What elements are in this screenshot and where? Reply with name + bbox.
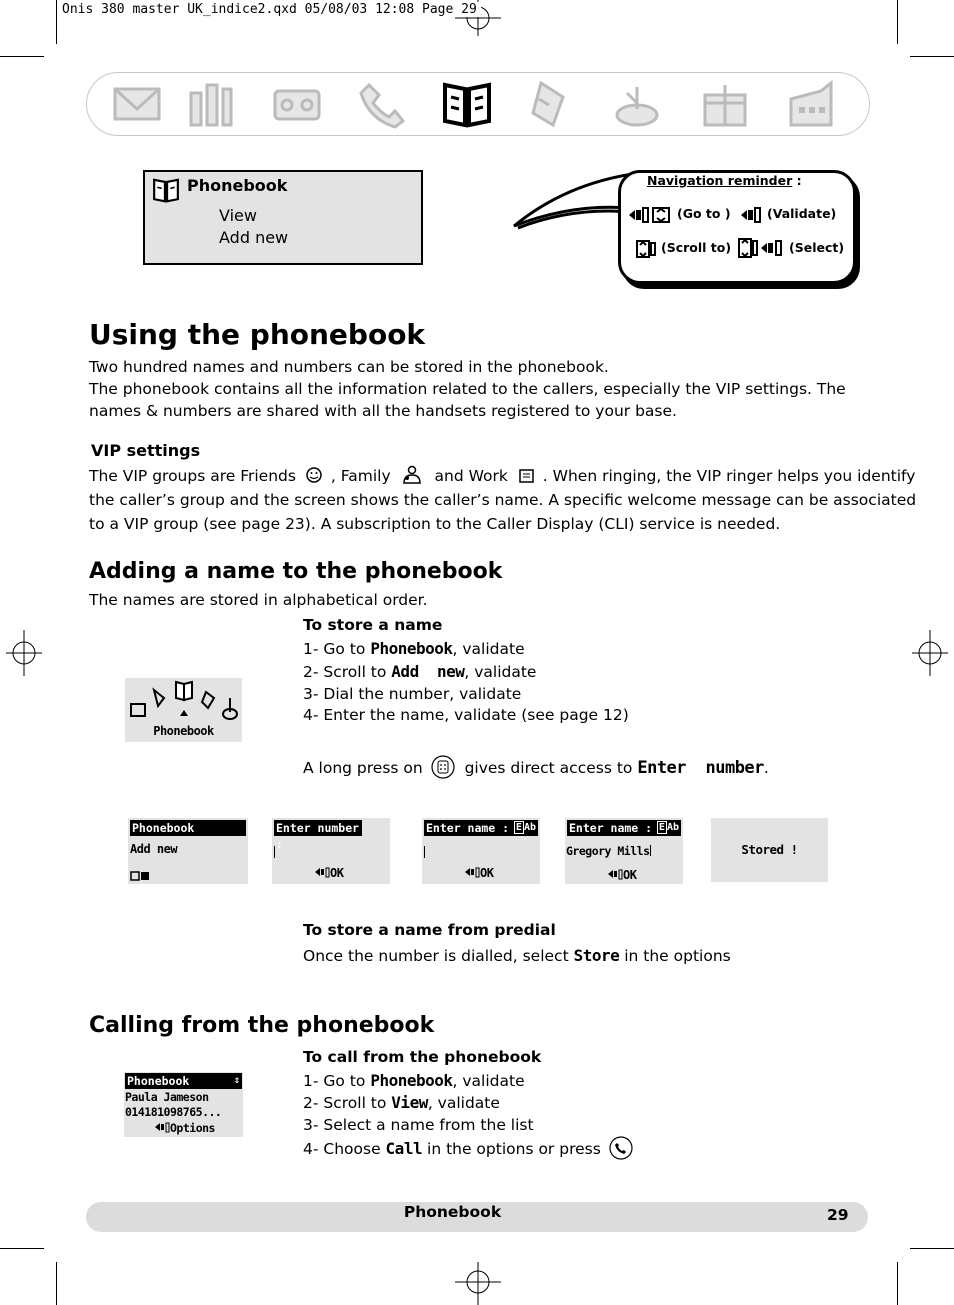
scroll-arrows-icon [130,871,152,881]
scroll-arrows-icon: ⇕ [233,1075,240,1086]
carousel-icons [128,680,240,722]
contact-number: 014181098765... [125,1105,222,1119]
input-mode-ab: Ab [666,822,679,833]
input-mode: E Ab [515,822,536,833]
input-mode-ab: Ab [523,822,536,833]
call-step-3: 3- Select a name from the list [303,1116,534,1134]
nav-select: (Select) [789,240,845,255]
nav-scroll-to: (Scroll to) [661,240,732,255]
vip-line3: to a VIP group (see page 23). A subscription to the Caller Display (CLI) service is needed. [89,515,781,533]
base-icon[interactable] [785,79,837,129]
scroll-key-icon [635,239,657,259]
crop-mark [56,1262,57,1305]
section-title-using: Using the phonebook [89,318,426,351]
step2-validate: , validate [464,663,537,681]
work-icon [517,467,539,485]
section1-para1: Two hundred names and numbers can be stored in the phonebook. [89,358,609,376]
screen-softkey [607,868,636,882]
screen-enter-number [272,818,390,884]
navigation-reminder [618,170,856,284]
screen-bar-title: Enter name : [569,821,653,835]
step1-validate: , validate [452,640,525,658]
phonebook-icon[interactable] [441,79,493,129]
registration-target-left [6,630,42,676]
menu-item-add-new[interactable]: Add new [219,228,289,247]
contact-name: Paula Jameson [125,1090,209,1104]
input-mode: E Ab [658,822,679,833]
screen-bar: Phonebook [130,820,246,836]
menu-title: Phonebook [187,176,288,195]
predial-text [303,945,731,967]
call-step1-text: 1- Go to [303,1072,366,1090]
vip-line1-d: . When ringing, the VIP ringer helps you identify [542,467,916,485]
step1-menu-phonebook: Phonebook [370,639,453,658]
section1-para2: The phonebook contains all the information related to the callers, especially the VIP settings. The names & numbers are shared with all the handsets registered to your base. [89,380,846,420]
screen-bar [125,1073,242,1089]
store-step-1 [303,638,525,660]
print-header: Onis 380 master UK_indice2.qxd 05/08/03 12:08 Page 29 [62,2,481,17]
nav-validate: (Validate) [767,206,837,221]
text-cursor [424,846,425,858]
talk-key-icon [609,1136,635,1160]
menu-item-view[interactable]: View [219,206,257,225]
registration-target-bottom [455,1262,501,1305]
call-title: To call from the phonebook [303,1048,542,1066]
screen-enter-name-empty [422,818,540,884]
vip-line1-a: The VIP groups are Friends [89,467,296,485]
call-step1-validate: , validate [452,1072,525,1090]
call-step-4 [303,1136,635,1160]
ok-key-icon [464,866,480,878]
options-key-icon [154,1121,170,1133]
handset-icon[interactable] [355,79,407,129]
call-step4-menu-call: Call [385,1139,423,1158]
call-log-icon[interactable] [523,79,575,129]
section-title-adding: Adding a name to the phonebook [89,559,503,584]
nav-reminder-title: Navigation reminder [647,173,793,188]
entered-name: Gregory Mills [566,844,650,858]
crop-mark [897,1262,898,1305]
answering-machine-icon[interactable] [271,79,323,129]
select-key-icon [737,237,787,259]
long-press-line [303,755,769,779]
softkey-options: Options [170,1121,215,1135]
call-step4-text: 4- Choose [303,1140,381,1158]
crop-mark [0,56,44,57]
vip-line1-c: and Work [434,467,508,485]
call-step-2 [303,1092,500,1114]
screen-stored [711,818,828,882]
registration-target-right [912,630,948,676]
vip-line1 [89,465,916,487]
screen-bar [567,820,681,836]
menu-tab-bar [86,72,870,136]
alarm-icon[interactable] [611,79,663,129]
vip-line2: the caller’s group and the screen shows the caller’s name. A specific welcome message can be associated [89,491,917,509]
phonebook-menu-box [143,170,423,265]
screen-bar [424,820,538,836]
crop-mark [910,1248,954,1249]
vip-line1-b: , Family [330,467,391,485]
validate-key-icon [739,205,765,225]
screen-bar-title: Phonebook [127,1074,190,1088]
screen-softkey [464,866,493,880]
call-step2-validate: , validate [427,1094,500,1112]
right-key-icon [627,205,671,225]
section2-subtitle: The names are stored in alphabetical order. [89,591,428,609]
nav-reminder-colon: : [796,173,802,188]
vip-title: VIP settings [91,441,201,460]
step1-text: 1- Go to [303,640,366,658]
store-step-4: 4- Enter the name, validate (see page 12) [303,706,629,724]
store-name-title: To store a name [303,616,443,634]
phonebook-icon [152,176,180,204]
crop-mark [897,0,898,44]
envelope-icon[interactable] [111,79,163,129]
screen-softkey [314,866,343,880]
screen-line: Add new [130,842,178,856]
call-step2-menu-view: View [391,1093,428,1112]
screen-bar-title: Enter name : [426,821,510,835]
screen-phonebook-list [124,1072,243,1137]
ok-key-icon [314,866,330,878]
predial-text-c: in the options [624,947,731,965]
page-number: 29 [827,1206,849,1224]
screen-enter-name-filled [565,818,683,884]
call-step4-text-c: in the options or press [427,1140,601,1158]
long-press-text-b: gives direct access to [464,759,633,777]
step2-menu-add-new: Add new [391,662,465,681]
step2-text: 2- Scroll to [303,663,387,681]
family-icon [400,465,426,485]
footer-bar [86,1202,868,1232]
crop-mark [56,0,57,44]
stored-message: Stored ! [741,842,798,857]
text-cursor [274,846,275,858]
friends-icon [305,466,327,484]
softkey-ok: OK [623,868,637,882]
call-step2-text: 2- Scroll to [303,1094,387,1112]
handset-screen-carousel [125,678,242,742]
screen-line [566,844,651,858]
store-step-3: 3- Dial the number, validate [303,685,522,703]
predial-title: To store a name from predial [303,921,556,939]
call-step-1 [303,1070,525,1092]
crop-mark [0,1248,44,1249]
softkey-ok: OK [480,866,494,880]
softkey-ok: OK [330,866,344,880]
screen-phonebook-menu [128,818,248,884]
gift-icon[interactable] [699,79,751,129]
nav-go-to: (Go to ) [677,206,731,221]
tools-icon[interactable] [185,79,237,129]
predial-text-a: Once the number is dialled, select [303,947,569,965]
screen-bar: Enter number : [274,820,362,836]
keypad-key-icon [431,755,457,779]
store-step-2 [303,661,536,683]
carousel-label: Phonebook [153,724,214,738]
long-press-period: . [763,759,769,777]
crop-mark [910,56,954,57]
footer-title: Phonebook [403,1203,502,1221]
screen-softkey [154,1121,215,1135]
call-step1-menu-phonebook: Phonebook [370,1071,453,1090]
ok-key-icon [607,868,623,880]
long-press-menu-enter-number: Enter number [637,758,764,778]
long-press-text-a: A long press on [303,759,423,777]
section-title-calling: Calling from the phonebook [89,1013,435,1038]
predial-menu-store: Store [573,946,620,965]
